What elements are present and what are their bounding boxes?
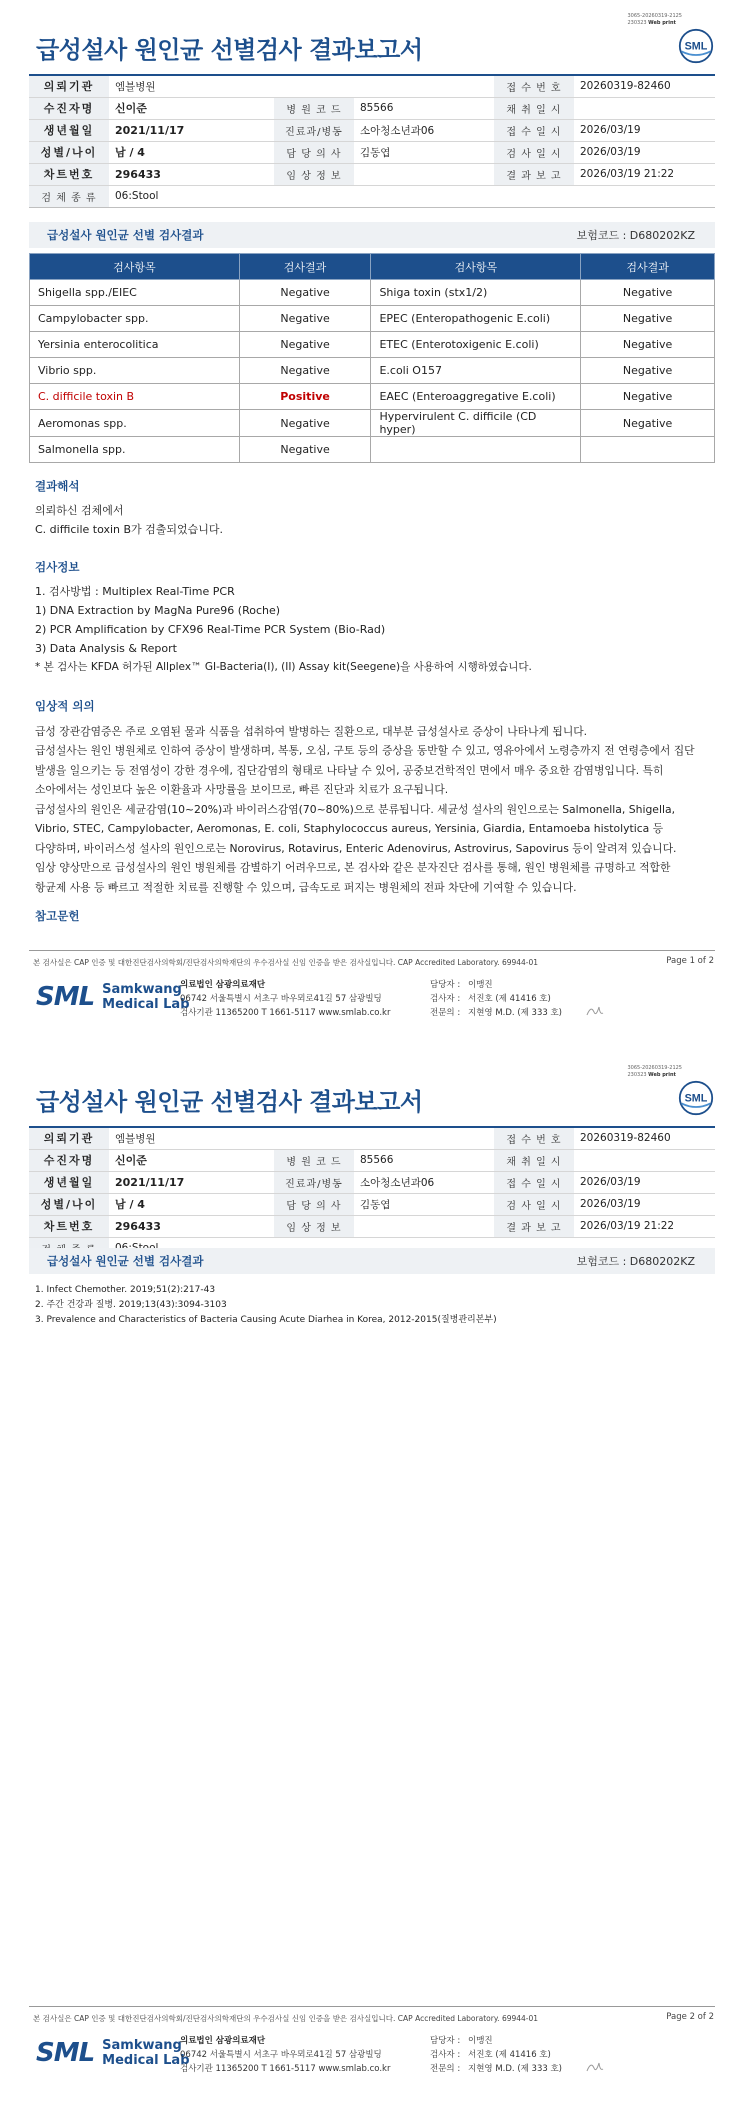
dob-value: 2021/11/17 xyxy=(109,1171,274,1193)
test-date-label: 검 사 일 시 xyxy=(494,1193,574,1215)
name-value: 신이준 xyxy=(109,1149,274,1171)
doc-code-2: 230323 xyxy=(627,20,647,26)
hosp-code-label: 병 원 코 드 xyxy=(274,1149,354,1171)
test-item: Hypervirulent C. difficile (CD hyper) xyxy=(371,410,581,437)
clinical-line: 급성 장관감염증은 주로 오염된 물과 식품을 섭취하여 발병하는 질환으로, 대부분 급성설사로 증상이 나타나게 됩니다. xyxy=(35,724,588,738)
test-result: Negative xyxy=(239,410,371,437)
specialist-value: 지현영 M.D. (제 333 호) xyxy=(468,1008,563,1018)
method-section xyxy=(35,558,725,677)
test-date-value: 2026/03/19 xyxy=(574,141,715,163)
sex-age-label: 성별/나이 xyxy=(29,1193,109,1215)
footer-contact: 검사기관 11365200 T 1661-5117 www.smlab.co.kr xyxy=(180,1008,391,1018)
dept-label: 진료과/병동 xyxy=(274,1171,354,1193)
test-date-value: 2026/03/19 xyxy=(574,1193,715,1215)
dept-label: 진료과/병동 xyxy=(274,119,354,141)
table-row xyxy=(30,332,715,358)
doctor-label: 담 당 의 사 xyxy=(274,141,354,163)
tester-value: 이맹진 xyxy=(468,2036,493,2046)
dept-value: 소아청소년과06 xyxy=(354,119,494,141)
dept-value: 소아청소년과06 xyxy=(354,1171,494,1193)
footer-org: 의료법인 삼광의료재단 xyxy=(180,2036,266,2046)
test-result: Negative xyxy=(581,410,715,437)
table-row xyxy=(30,306,715,332)
interpretation-line-1: 의뢰하신 검체에서 xyxy=(35,504,124,517)
footer-org: 의료법인 삼광의료재단 xyxy=(180,980,266,990)
examiner-value: 서진호 (제 41416 호) xyxy=(468,2050,551,2060)
doctor-label: 담 당 의 사 xyxy=(274,1193,354,1215)
footer-address xyxy=(180,978,390,1020)
receipt-date-value: 2026/03/19 xyxy=(574,119,715,141)
test-item xyxy=(371,437,581,463)
clinical-label: 임 상 정 보 xyxy=(274,163,354,185)
table-row xyxy=(30,280,715,306)
sml-logo-icon xyxy=(678,28,714,64)
footer-accreditation-note: 본 검사실은 CAP 인증 및 대한진단검사의학회/진단검사의학재단의 우수검사실 신임 인증을 받은 검사실입니다. CAP Accredited Laboratory. 69944-01 xyxy=(33,2014,539,2023)
sex-age-value: 남 / 4 xyxy=(109,1193,274,1215)
footer-logo-name xyxy=(102,2038,189,2068)
footer-contact: 검사기관 11365200 T 1661-5117 www.smlab.co.kr xyxy=(180,2064,391,2074)
test-result: Negative xyxy=(581,306,715,332)
clinical-section xyxy=(35,697,725,897)
table-row xyxy=(30,437,715,463)
svg-text:SML: SML xyxy=(684,40,708,53)
col-header-result-2: 검사결과 xyxy=(581,254,715,280)
web-print-label: Web print xyxy=(648,1072,676,1078)
result-section-bar xyxy=(29,1248,715,1274)
doc-code-1: 3065-20260319-2125 xyxy=(627,13,682,19)
test-result: Negative xyxy=(239,332,371,358)
test-result: Negative xyxy=(581,280,715,306)
report-date-label: 결 과 보 고 xyxy=(494,1215,574,1237)
hosp-code-label: 병 원 코 드 xyxy=(274,97,354,119)
footer-divider xyxy=(29,950,715,951)
patient-info-table xyxy=(29,74,715,208)
svg-text:SML: SML xyxy=(684,1092,708,1105)
table-row xyxy=(30,410,715,437)
method-line: * 본 검사는 KFDA 허가된 Allplex™ GI-Bacteria(I), (II) Assay kit(Seegene)을 사용하여 시행하였습니다. xyxy=(35,661,532,673)
footer-logo-sml: SML xyxy=(36,2038,95,2068)
footer-address-line: 06742 서울특별시 서초구 바우뫼로41길 57 삼광빌딩 xyxy=(180,2050,382,2060)
clinical-line: 임상 양상만으로 급성설사의 원인 병원체를 감별하기 어려우므로, 본 검사와 같은 분자진단 검사를 통해, 원인 병원체를 규명하고 적합한 xyxy=(35,861,671,874)
report-date-label: 결 과 보 고 xyxy=(494,163,574,185)
footer-address-line: 06742 서울특별시 서초구 바우뫼로41길 57 삼광빌딩 xyxy=(180,994,382,1004)
doctor-value: 김동엽 xyxy=(354,141,494,163)
footer-logo-name-1: Samkwang xyxy=(102,982,182,997)
chart-label: 차트번호 xyxy=(29,1215,109,1237)
receipt-date-value: 2026/03/19 xyxy=(574,1171,715,1193)
references-title: 참고문헌 xyxy=(35,909,80,923)
req-org-value: 엠블병원 xyxy=(109,1127,274,1149)
receipt-no-value: 20260319-82460 xyxy=(574,1127,715,1149)
method-line: 1. 검사방법 : Multiplex Real-Time PCR xyxy=(35,585,235,598)
doc-code-2: 230323 xyxy=(627,1072,647,1078)
tester-value: 이맹진 xyxy=(468,980,493,990)
interpretation-line-2: C. difficile toxin B가 검출되었습니다. xyxy=(35,523,224,536)
test-result: Negative xyxy=(581,332,715,358)
sml-logo-icon xyxy=(678,1080,714,1116)
test-result xyxy=(581,437,715,463)
clinical-label: 임 상 정 보 xyxy=(274,1215,354,1237)
specialist-value: 지현영 M.D. (제 333 호) xyxy=(468,2064,563,2074)
footer-logo-sml: SML xyxy=(36,982,95,1012)
method-line: 1) DNA Extraction by MagNa Pure96 (Roche) xyxy=(35,604,281,617)
specialist-label: 전문의 : xyxy=(430,1008,461,1018)
table-row xyxy=(30,358,715,384)
clinical-line: 발생을 일으키는 등 전염성이 강한 경우에, 집단감염의 형태로 나타날 수 있어, 공중보건학적인 면에서 매우 중요한 감염병입니다. 특히 xyxy=(35,763,664,777)
receipt-no-label: 접 수 번 호 xyxy=(494,1127,574,1149)
references-heading-section xyxy=(35,907,725,931)
test-item: E.coli O157 xyxy=(371,358,581,384)
clinical-line: 다양하며, 바이러스성 설사의 원인으로는 Norovirus, Rotavirus, Enteric Adenovirus, Astrovirus, Sapovirus 등이 알려져 있습니다. xyxy=(35,841,677,855)
result-section-title: 급성설사 원인균 선별 검사결과 xyxy=(47,228,204,242)
footer-logo-name xyxy=(102,982,189,1012)
test-item: ETEC (Enterotoxigenic E.coli) xyxy=(371,332,581,358)
test-result: Negative xyxy=(239,358,371,384)
doctor-value: 김동엽 xyxy=(354,1193,494,1215)
report-title: 급성설사 원인균 선별검사 결과보고서 xyxy=(36,36,423,64)
test-item: Salmonella spp. xyxy=(30,437,240,463)
signature-mark xyxy=(585,1003,605,1019)
specimen-value: 06:Stool xyxy=(109,185,274,207)
examiner-label: 검사자 : xyxy=(430,2050,461,2060)
dob-value: 2021/11/17 xyxy=(109,119,274,141)
test-result: Negative xyxy=(239,306,371,332)
test-result: Negative xyxy=(239,437,371,463)
interpretation-section xyxy=(35,477,725,539)
collect-date-label: 채 취 일 시 xyxy=(494,1149,574,1171)
collect-date-label: 채 취 일 시 xyxy=(494,97,574,119)
patient-info-table xyxy=(29,1126,715,1260)
test-item: EPEC (Enteropathogenic E.coli) xyxy=(371,306,581,332)
clinical-line: Vibrio, STEC, Campylobacter, Aeromonas, E. coli, Staphylococcus aureus, Yersinia, Giardia, Entamoeba histolytica 등 xyxy=(35,822,664,835)
chart-value: 296433 xyxy=(109,1215,274,1237)
reference-item: 1. Infect Chemother. 2019;51(2):217-43 xyxy=(35,1285,216,1295)
footer-signers xyxy=(430,2034,562,2076)
reference-item: 3. Prevalence and Characteristics of Bacteria Causing Acute Diarhea in Korea, 2012-2015(질병관리본부) xyxy=(35,1315,497,1325)
interpretation-title: 결과해석 xyxy=(35,479,80,493)
hosp-code-value: 85566 xyxy=(354,97,494,119)
sex-age-value: 남 / 4 xyxy=(109,141,274,163)
method-line: 2) PCR Amplification by CFX96 Real-Time PCR System (Bio-Rad) xyxy=(35,623,386,636)
test-item: EAEC (Enteroaggregative E.coli) xyxy=(371,384,581,410)
specialist-label: 전문의 : xyxy=(430,2064,461,2074)
req-org-label: 의뢰기관 xyxy=(29,1127,109,1149)
results-table xyxy=(29,253,715,463)
doc-code-1: 3065-20260319-2125 xyxy=(627,1065,682,1071)
hosp-code-value: 85566 xyxy=(354,1149,494,1171)
clinical-line: 급성설사의 원인은 세균감염(10~20%)과 바이러스감염(70~80%)으로 분류됩니다. 세균성 설사의 원인으로는 Salmonella, Shigella, xyxy=(35,802,675,816)
col-header-result-1: 검사결과 xyxy=(239,254,371,280)
test-item-positive: C. difficile toxin B xyxy=(30,384,240,410)
test-item: Vibrio spp. xyxy=(30,358,240,384)
footer-logo xyxy=(36,2038,190,2068)
name-value: 신이준 xyxy=(109,97,274,119)
doc-code xyxy=(627,13,682,27)
receipt-no-value: 20260319-82460 xyxy=(574,75,715,97)
footer-address xyxy=(180,2034,390,2076)
result-section-bar xyxy=(29,222,715,248)
footer-logo-name-2: Medical Lab xyxy=(102,997,190,1012)
table-row-positive xyxy=(30,384,715,410)
dob-label: 생년월일 xyxy=(29,1171,109,1193)
clinical-value xyxy=(354,163,494,185)
col-header-item-1: 검사항목 xyxy=(30,254,240,280)
examiner-label: 검사자 : xyxy=(430,994,461,1004)
clinical-line: 급성설사는 원인 병원체로 인하여 증상이 발생하며, 복통, 오심, 구토 등의 증상을 동반할 수 있고, 영유아에서 노령층까지 전 연령층에서 집단 xyxy=(35,744,695,757)
clinical-value xyxy=(354,1215,494,1237)
req-org-value: 엠블병원 xyxy=(109,75,274,97)
footer-signers xyxy=(430,978,562,1020)
insurance-code: 보험코드 : D680202KZ xyxy=(576,229,695,242)
receipt-date-label: 접 수 일 시 xyxy=(494,1171,574,1193)
footer-logo xyxy=(36,982,190,1012)
clinical-line: 소아에서는 성인보다 높은 이환율과 사망률을 보이므로, 빠른 진단과 치료가 요구됩니다. xyxy=(35,783,449,796)
chart-value: 296433 xyxy=(109,163,274,185)
footer-logo-name-1: Samkwang xyxy=(102,2038,182,2053)
test-item: Campylobacter spp. xyxy=(30,306,240,332)
footer-logo-name-2: Medical Lab xyxy=(102,2053,190,2068)
signature-mark xyxy=(585,2059,605,2075)
method-title: 검사정보 xyxy=(35,560,80,574)
test-item: Shigella spp./EIEC xyxy=(30,280,240,306)
examiner-value: 서진호 (제 41416 호) xyxy=(468,994,551,1004)
method-line: 3) Data Analysis & Report xyxy=(35,642,177,655)
footer-divider xyxy=(29,2006,715,2007)
test-result: Negative xyxy=(581,384,715,410)
collect-date-value xyxy=(574,97,715,119)
test-item: Yersinia enterocolitica xyxy=(30,332,240,358)
req-org-label: 의뢰기관 xyxy=(29,75,109,97)
report-title: 급성설사 원인균 선별검사 결과보고서 xyxy=(36,1088,423,1116)
clinical-title: 임상적 의의 xyxy=(35,699,95,713)
doc-code xyxy=(627,1065,682,1079)
web-print-label: Web print xyxy=(648,20,676,26)
receipt-no-label: 접 수 번 호 xyxy=(494,75,574,97)
col-header-item-2: 검사항목 xyxy=(371,254,581,280)
collect-date-value xyxy=(574,1149,715,1171)
dob-label: 생년월일 xyxy=(29,119,109,141)
footer-accreditation-note: 본 검사실은 CAP 인증 및 대한진단검사의학회/진단검사의학재단의 우수검사실 신임 인증을 받은 검사실입니다. CAP Accredited Laboratory. 69944-01 xyxy=(33,958,539,967)
tester-label: 담당자 : xyxy=(430,980,461,990)
test-result: Negative xyxy=(581,358,715,384)
test-item: Shiga toxin (stx1/2) xyxy=(371,280,581,306)
test-result: Negative xyxy=(239,280,371,306)
page-number: Page 2 of 2 xyxy=(666,2012,714,2022)
test-date-label: 검 사 일 시 xyxy=(494,141,574,163)
reference-item: 2. 주간 건강과 질병. 2019;13(43):3094-3103 xyxy=(35,1300,227,1310)
sex-age-label: 성별/나이 xyxy=(29,141,109,163)
report-page-2 xyxy=(0,1052,744,2104)
report-date-value: 2026/03/19 21:22 xyxy=(574,1215,715,1237)
result-section-title: 급성설사 원인균 선별 검사결과 xyxy=(47,1254,204,1268)
test-item: Aeromonas spp. xyxy=(30,410,240,437)
specimen-label: 검 체 종 류 xyxy=(29,185,109,207)
references-list xyxy=(35,1283,497,1328)
name-label: 수진자명 xyxy=(29,97,109,119)
clinical-line: 항균제 사용 등 빠르고 적절한 치료를 진행할 수 있으며, 급속도로 퍼지는 병원체의 전파 차단에 기여할 수 있습니다. xyxy=(35,880,577,894)
test-result-positive: Positive xyxy=(239,384,371,410)
chart-label: 차트번호 xyxy=(29,163,109,185)
receipt-date-label: 접 수 일 시 xyxy=(494,119,574,141)
report-date-value: 2026/03/19 21:22 xyxy=(574,163,715,185)
tester-label: 담당자 : xyxy=(430,2036,461,2046)
name-label: 수진자명 xyxy=(29,1149,109,1171)
insurance-code: 보험코드 : D680202KZ xyxy=(576,1255,695,1268)
page-number: Page 1 of 2 xyxy=(666,956,714,966)
